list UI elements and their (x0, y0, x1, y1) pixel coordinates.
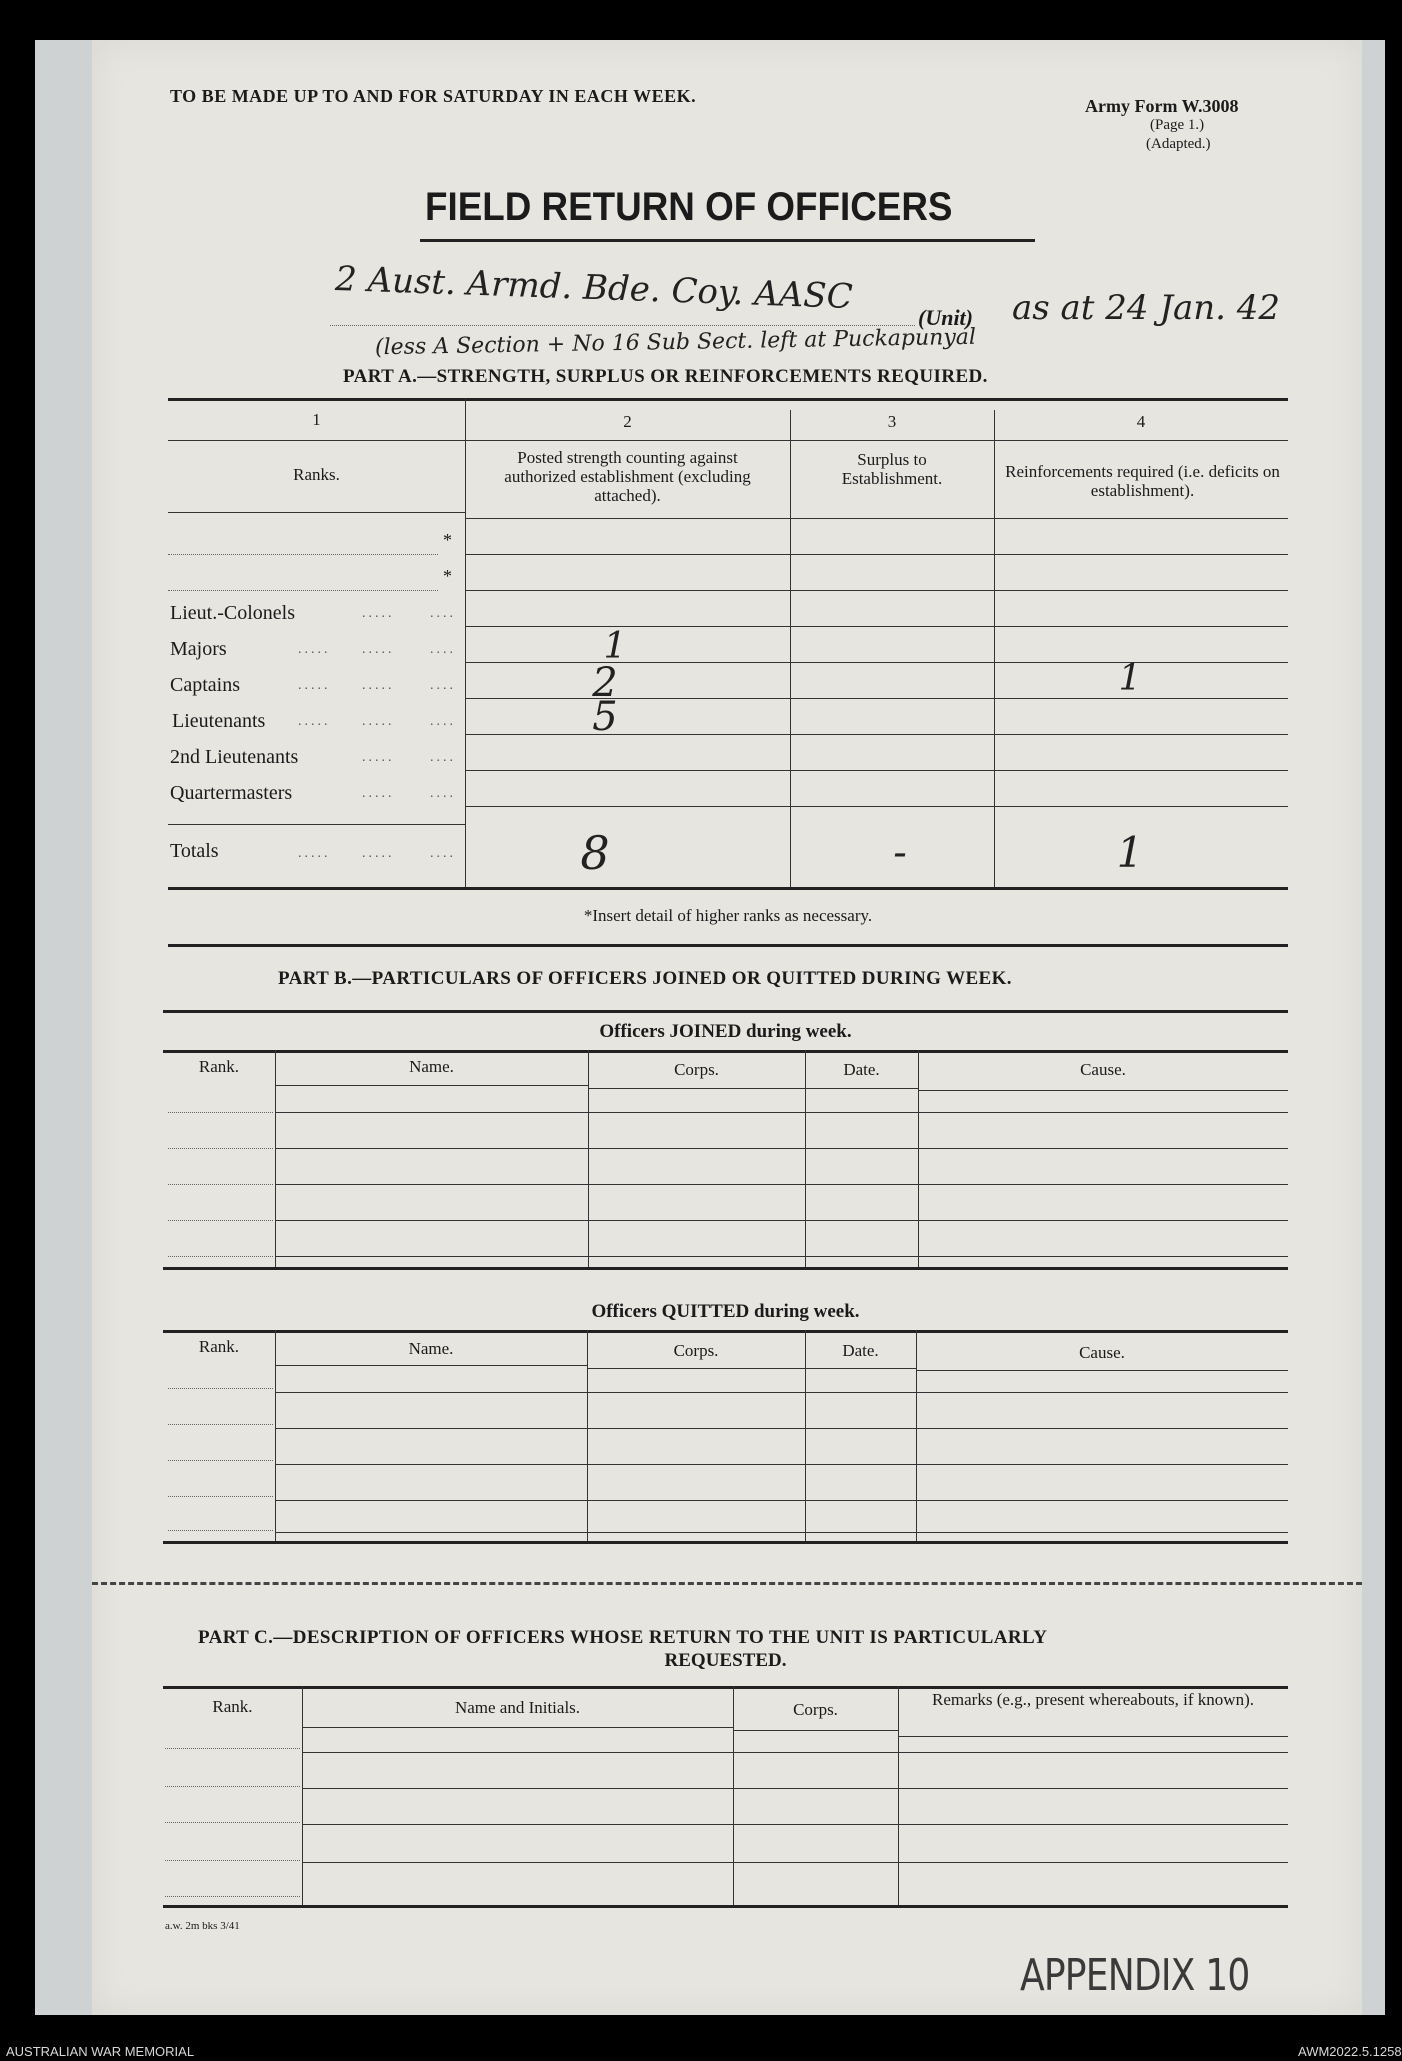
unit-name-handwritten: 2 Aust. Armd. Bde. Coy. AASC (334, 258, 854, 318)
unit-note-handwritten: (less A Section + No 16 Sub Sect. left at Puckapunyal (374, 324, 977, 361)
part-c-col-name: Name and Initials. (454, 1698, 581, 1717)
part-c-col-remarks: Remarks (e.g., present whereabouts, if known). (932, 1690, 1254, 1709)
totals-surplus: - (893, 830, 907, 876)
part-a-col-divider-1 (465, 398, 466, 888)
part-a-col-divider-2 (790, 410, 791, 888)
footer-left: AUSTRALIAN WAR MEMORIAL (6, 2044, 195, 2059)
joined-col-corps: Corps. (674, 1060, 719, 1079)
rank-2nd-lieutenants: 2nd Lieutenants (170, 746, 299, 768)
footer-right: AWM2022.5.1258 (1298, 2044, 1402, 2059)
quitted-heading: Officers QUITTED during week. (591, 1301, 860, 1322)
part-c-top-rule (163, 1686, 1288, 1689)
quitted-top-rule (163, 1330, 1288, 1333)
joined-col-rank: Rank. (198, 1057, 240, 1076)
part-b-top-rule (163, 1010, 1288, 1013)
part-a-header-rule (465, 518, 1288, 519)
totals-reinforcements: 1 (1116, 828, 1144, 877)
surplus-header: Surplus to Establishment. (841, 450, 943, 488)
print-code: a.w. 2m bks 3/41 (165, 1920, 240, 1932)
part-a-footnote: *Insert detail of higher ranks as necessary. (583, 906, 873, 925)
rank-header-rule (168, 512, 465, 513)
col-number-3: 3 (887, 412, 897, 431)
asterisk-1: * (443, 530, 452, 550)
totals-label: Totals (170, 840, 219, 862)
majors-strength: 1 (603, 626, 627, 667)
unit-label: (Unit) (918, 305, 973, 330)
title-underline (420, 239, 1035, 242)
rank-lieutenants: Lieutenants (172, 710, 266, 732)
col-number-4: 4 (1136, 412, 1146, 431)
captains-reinforcements: 1 (1118, 658, 1142, 699)
ranks-header: Ranks. (293, 465, 340, 484)
page-note: (Page 1.) (1150, 117, 1205, 133)
part-c-col-rank: Rank. (212, 1697, 253, 1716)
perforation-line (92, 1582, 1362, 1585)
joined-top-rule (163, 1050, 1288, 1053)
quitted-col-date: Date. (842, 1341, 879, 1360)
unit-date-handwritten: as at 24 Jan. 42 (1012, 288, 1281, 328)
instruction-text: TO BE MADE UP TO AND FOR SATURDAY IN EACH WEEK. (170, 86, 697, 106)
joined-heading: Officers JOINED during week. (599, 1021, 852, 1042)
part-a-footnote-rule (168, 944, 1288, 947)
unit-dotted-line (330, 325, 915, 326)
part-a-heading: PART A.—STRENGTH, SURPLUS OR REINFORCEMENTS REQUIRED. (343, 366, 988, 387)
joined-col-date: Date. (843, 1060, 880, 1079)
part-b-heading: PART B.—PARTICULARS OF OFFICERS JOINED OR QUITTED DURING WEEK. (278, 968, 1012, 989)
part-c-col-corps: Corps. (793, 1700, 838, 1719)
joined-col-cause: Cause. (1080, 1060, 1126, 1079)
part-c-heading-line1: PART C.—DESCRIPTION OF OFFICERS WHOSE RETURN TO THE UNIT IS PARTICULARLY (198, 1627, 1048, 1648)
posted-strength-header: Posted strength counting against authorized establishment (excluding attached). (504, 448, 751, 505)
part-a-top-rule (168, 398, 1288, 401)
totals-strength: 8 (580, 826, 610, 880)
appendix-handwritten: APPENDIX 10 (1020, 1950, 1250, 2001)
part-a-num-rule (168, 440, 1288, 441)
part-c-heading-line2: REQUESTED. (664, 1650, 787, 1671)
lieutenants-strength: 5 (592, 694, 618, 740)
asterisk-2: * (443, 566, 452, 586)
part-a-bottom-rule (168, 887, 1288, 890)
rank-quartermasters: Quartermasters (170, 782, 293, 804)
quitted-col-corps: Corps. (673, 1341, 719, 1360)
quitted-col-name: Name. (408, 1339, 454, 1358)
quitted-col-rank: Rank. (198, 1337, 240, 1356)
rank-captains: Captains (170, 674, 240, 696)
part-a-col-divider-3 (994, 410, 995, 888)
rank-majors: Majors (170, 638, 227, 660)
captains-strength: 2 (592, 660, 618, 706)
col-number-2: 2 (623, 412, 632, 431)
page-title: FIELD RETURN OF OFFICERS (425, 185, 953, 229)
col-number-1: 1 (312, 410, 321, 429)
reinforcements-header: Reinforcements required (i.e. deficits on establishment). (1005, 462, 1280, 500)
quitted-col-cause: Cause. (1079, 1343, 1125, 1362)
rank-lieut-colonels: Lieut.-Colonels (170, 602, 295, 624)
form-number: Army Form W.3008 (1085, 96, 1239, 116)
joined-col-name: Name. (409, 1057, 454, 1076)
adapted-note: (Adapted.) (1146, 136, 1211, 152)
